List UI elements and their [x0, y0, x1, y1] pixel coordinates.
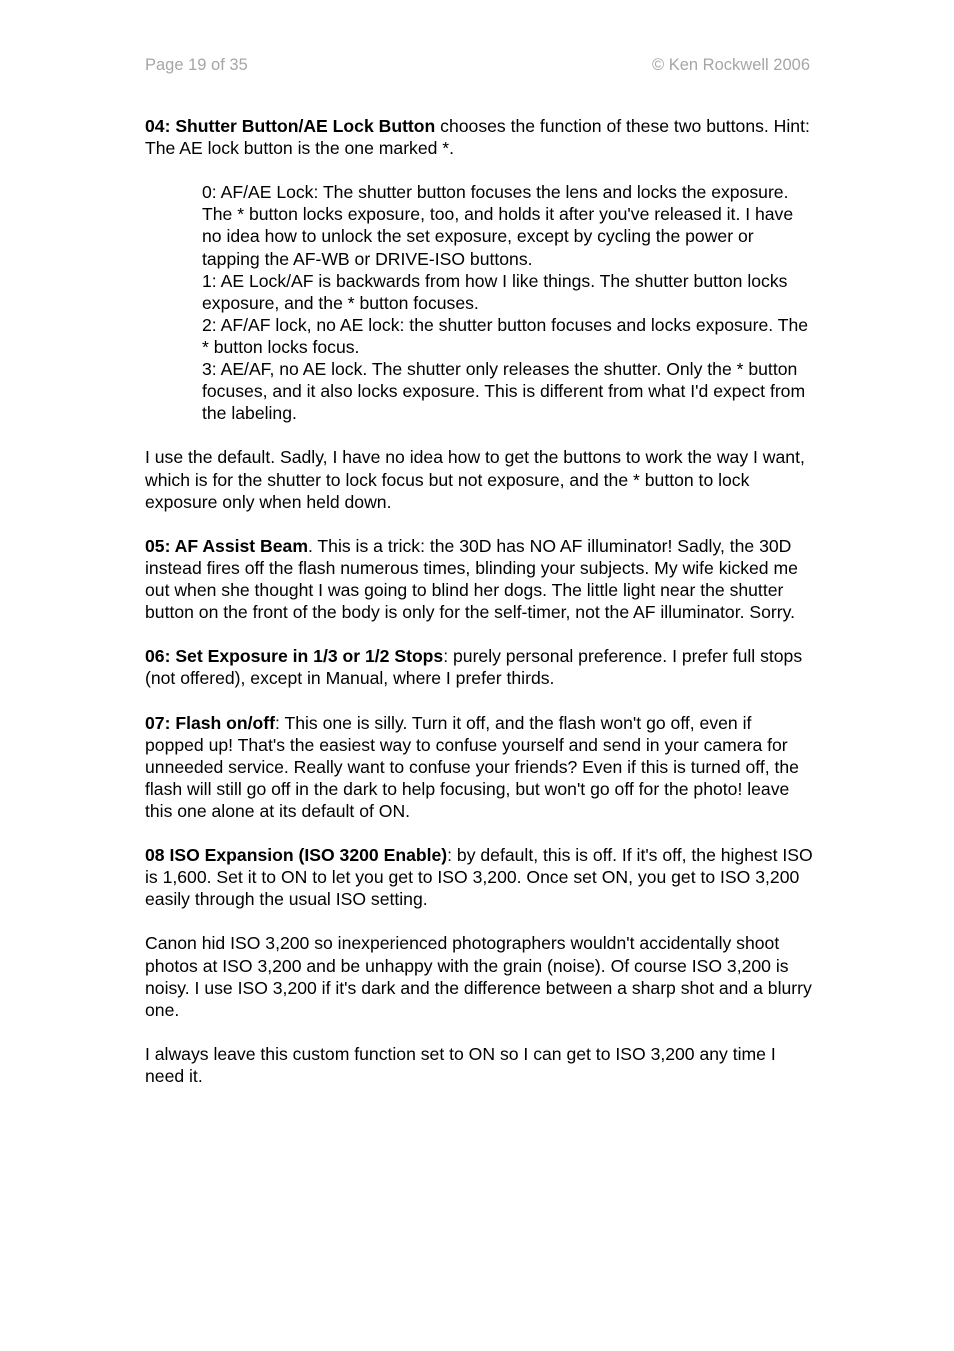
section-07-heading: 07: Flash on/off: [145, 712, 276, 733]
section-07: [145, 712, 813, 822]
section-07-text: : This one is silly. Turn it off, and the flash won't go off, even if popped up! That's the easiest way to confuse yourself and send in your camera for unneeded service. Really want to confuse your friends? Even if this is turned off, the flash will still go off in the dark to help focusing, but won't go off for the photo! leave this one alone at its default of ON.: [145, 712, 799, 821]
document-body: [145, 115, 813, 1109]
section-08: [145, 844, 813, 910]
section-08-heading: 08 ISO Expansion (ISO 3200 Enable): [145, 845, 448, 866]
page-header: [145, 56, 810, 78]
section-05: [145, 535, 813, 623]
section-04-text: chooses the function of these two buttons. Hint: The AE lock button is the one marked *.: [145, 116, 810, 159]
section-05-heading: 05: AF Assist Beam: [145, 535, 308, 556]
section-06-text: : purely personal preference. I prefer full stops (not offered), except in Manual, where I prefer thirds.: [145, 646, 803, 689]
option-0: 0: AF/AE Lock: The shutter button focuses the lens and locks the exposure. The * button locks exposure, too, and holds it after you've released it. I have no idea how to unlock the set exposure, except by cycling the power or tapping the AF-WB or DRIVE-ISO buttons.: [202, 182, 794, 269]
page-number: Page 19 of 35: [145, 56, 248, 74]
section-08-text: : by default, this is off. If it's off, the highest ISO is 1,600. Set it to ON to let you get to ISO 3,200. Once set ON, you get to ISO 3,200 easily through the usual ISO setting.: [145, 845, 813, 910]
section-04-intro: [145, 115, 813, 159]
section-05-text: . This is a trick: the 30D has NO AF illuminator! Sadly, the 30D instead fires off the flash numerous times, blinding your subjects. My wife kicked me out when she thought I was going to blind her dogs. The little light near the shutter button on the front of the body is only for the self-timer, not the AF illuminator. Sorry.: [145, 535, 798, 623]
option-3: 3: AE/AF, no AE lock. The shutter only releases the shutter. Only the * button focuses, and it also locks exposure. This is different from what I'd expect from the labeling.: [202, 359, 806, 424]
section-08-paragraph-2: Canon hid ISO 3,200 so inexperienced photographers wouldn't accidentally shoot photos at ISO 3,200 and be unhappy with the grain (noise). Of course ISO 3,200 is noisy. I use ISO 3,200 if it's dark and the difference between a sharp shot and a blurry one.: [145, 933, 812, 1020]
section-04-heading: 04: Shutter Button/AE Lock Button: [145, 116, 436, 136]
option-2: 2: AF/AF lock, no AE lock: the shutter button focuses and locks exposure. The * button locks focus.: [202, 314, 809, 357]
section-06-heading: 06: Set Exposure in 1/3 or 1/2 Stops: [145, 646, 444, 667]
section-04-options: [202, 181, 812, 424]
section-04-comment: I use the default. Sadly, I have no idea how to get the buttons to work the way I want, which is for the shutter to lock focus but not exposure, and the * button to lock exposure only when held down.: [145, 447, 805, 512]
section-06: [145, 645, 813, 689]
copyright-notice: © Ken Rockwell 2006: [652, 56, 810, 74]
option-1: 1: AE Lock/AF is backwards from how I like things. The shutter button locks exposure, and the * button focuses.: [202, 270, 788, 313]
section-08-paragraph-3: I always leave this custom function set to ON so I can get to ISO 3,200 any time I need it.: [145, 1043, 776, 1087]
